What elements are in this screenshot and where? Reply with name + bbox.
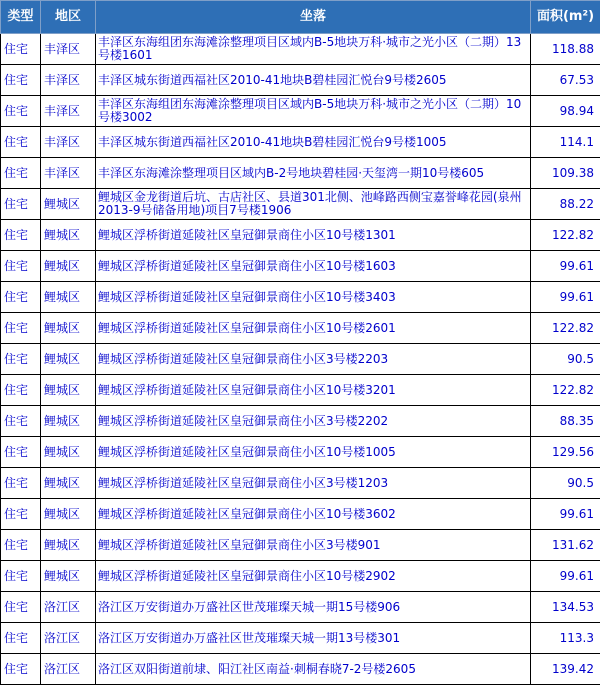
header-area: 地区: [41, 1, 96, 34]
cell-area: 鲤城区: [41, 313, 96, 344]
cell-size: 99.61: [531, 251, 600, 282]
cell-location: 鲤城区浮桥街道延陵社区皇冠御景商住小区3号楼2202: [96, 406, 531, 437]
cell-area: 鲤城区: [41, 344, 96, 375]
table-row: [1, 499, 600, 530]
table-row: [1, 375, 600, 406]
cell-size: 118.88: [531, 34, 600, 65]
table-row: [1, 530, 600, 561]
cell-size: 98.94: [531, 96, 600, 127]
table-row: [1, 282, 600, 313]
cell-type: 住宅: [1, 220, 41, 251]
cell-location: 洛江区万安街道办万盛社区世茂璀璨天城一期13号楼301: [96, 623, 531, 654]
cell-type: 住宅: [1, 437, 41, 468]
cell-type: 住宅: [1, 406, 41, 437]
table-row: [1, 592, 600, 623]
cell-area: 鲤城区: [41, 189, 96, 220]
cell-location: 鲤城区金龙街道后坑、古店社区、县道301北侧、池峰路西侧宝嘉誉峰花园(泉州2013-9号储备用地)项目7号楼1906: [96, 189, 531, 220]
cell-area: 丰泽区: [41, 34, 96, 65]
header-size: 面积(m²): [531, 1, 600, 34]
cell-location: 洛江区双阳街道前埭、阳江社区南益·刺桐春晓7-2号楼2605: [96, 654, 531, 685]
cell-type: 住宅: [1, 313, 41, 344]
cell-area: 鲤城区: [41, 406, 96, 437]
cell-size: 139.42: [531, 654, 600, 685]
cell-type: 住宅: [1, 344, 41, 375]
cell-location: 鲤城区浮桥街道延陵社区皇冠御景商住小区3号楼901: [96, 530, 531, 561]
cell-area: 洛江区: [41, 654, 96, 685]
cell-area: 鲤城区: [41, 468, 96, 499]
cell-size: 90.5: [531, 344, 600, 375]
cell-location: 洛江区万安街道办万盛社区世茂璀璨天城一期15号楼906: [96, 592, 531, 623]
cell-size: 88.35: [531, 406, 600, 437]
table-body: [1, 34, 600, 685]
cell-location: 鲤城区浮桥街道延陵社区皇冠御景商住小区3号楼1203: [96, 468, 531, 499]
table-row: [1, 251, 600, 282]
cell-location: 丰泽区东海组团东海滩涂整理项目区域内B-5地块万科·城市之光小区（二期）10号楼3002: [96, 96, 531, 127]
cell-location: 鲤城区浮桥街道延陵社区皇冠御景商住小区10号楼3602: [96, 499, 531, 530]
cell-size: 122.82: [531, 220, 600, 251]
cell-type: 住宅: [1, 468, 41, 499]
cell-area: 鲤城区: [41, 437, 96, 468]
cell-type: 住宅: [1, 282, 41, 313]
cell-type: 住宅: [1, 96, 41, 127]
table-row: [1, 96, 600, 127]
cell-size: 99.61: [531, 561, 600, 592]
table-row: [1, 623, 600, 654]
cell-size: 109.38: [531, 158, 600, 189]
cell-type: 住宅: [1, 530, 41, 561]
cell-type: 住宅: [1, 561, 41, 592]
cell-size: 67.53: [531, 65, 600, 96]
cell-area: 鲤城区: [41, 251, 96, 282]
table-row: [1, 127, 600, 158]
cell-size: 122.82: [531, 375, 600, 406]
table-row: [1, 437, 600, 468]
cell-type: 住宅: [1, 158, 41, 189]
cell-size: 88.22: [531, 189, 600, 220]
cell-location: 鲤城区浮桥街道延陵社区皇冠御景商住小区10号楼3403: [96, 282, 531, 313]
table-row: [1, 65, 600, 96]
table-row: [1, 344, 600, 375]
table-row: [1, 158, 600, 189]
cell-size: 114.1: [531, 127, 600, 158]
cell-area: 丰泽区: [41, 96, 96, 127]
table-row: [1, 220, 600, 251]
cell-location: 鲤城区浮桥街道延陵社区皇冠御景商住小区10号楼2601: [96, 313, 531, 344]
cell-type: 住宅: [1, 623, 41, 654]
cell-location: 鲤城区浮桥街道延陵社区皇冠御景商住小区3号楼2203: [96, 344, 531, 375]
cell-area: 洛江区: [41, 592, 96, 623]
cell-area: 丰泽区: [41, 127, 96, 158]
cell-size: 129.56: [531, 437, 600, 468]
header-type: 类型: [1, 1, 41, 34]
cell-type: 住宅: [1, 189, 41, 220]
cell-type: 住宅: [1, 127, 41, 158]
table-row: [1, 313, 600, 344]
cell-location: 丰泽区城东街道西福社区2010-41地块B碧桂园汇悦台9号楼1005: [96, 127, 531, 158]
cell-type: 住宅: [1, 34, 41, 65]
cell-size: 113.3: [531, 623, 600, 654]
cell-type: 住宅: [1, 592, 41, 623]
cell-size: 134.53: [531, 592, 600, 623]
table-row: [1, 654, 600, 685]
cell-location: 丰泽区东海滩涂整理项目区域内B-2号地块碧桂园·天玺湾一期10号楼605: [96, 158, 531, 189]
cell-area: 丰泽区: [41, 158, 96, 189]
cell-location: 鲤城区浮桥街道延陵社区皇冠御景商住小区10号楼1005: [96, 437, 531, 468]
cell-location: 丰泽区城东街道西福社区2010-41地块B碧桂园汇悦台9号楼2605: [96, 65, 531, 96]
cell-area: 鲤城区: [41, 220, 96, 251]
table-row: [1, 406, 600, 437]
cell-area: 鲤城区: [41, 282, 96, 313]
cell-type: 住宅: [1, 251, 41, 282]
cell-type: 住宅: [1, 65, 41, 96]
table-row: [1, 34, 600, 65]
cell-area: 鲤城区: [41, 561, 96, 592]
cell-type: 住宅: [1, 375, 41, 406]
cell-location: 鲤城区浮桥街道延陵社区皇冠御景商住小区10号楼2902: [96, 561, 531, 592]
table-row: [1, 561, 600, 592]
cell-area: 丰泽区: [41, 65, 96, 96]
cell-size: 122.82: [531, 313, 600, 344]
table-header-row: [1, 1, 600, 34]
cell-area: 鲤城区: [41, 499, 96, 530]
cell-location: 鲤城区浮桥街道延陵社区皇冠御景商住小区10号楼1301: [96, 220, 531, 251]
cell-type: 住宅: [1, 654, 41, 685]
table-row: [1, 189, 600, 220]
cell-location: 鲤城区浮桥街道延陵社区皇冠御景商住小区10号楼3201: [96, 375, 531, 406]
cell-area: 鲤城区: [41, 375, 96, 406]
cell-type: 住宅: [1, 499, 41, 530]
cell-area: 洛江区: [41, 623, 96, 654]
header-location: 坐落: [96, 1, 531, 34]
cell-size: 99.61: [531, 282, 600, 313]
table-row: [1, 468, 600, 499]
cell-location: 丰泽区东海组团东海滩涂整理项目区域内B-5地块万科·城市之光小区（二期）13号楼1601: [96, 34, 531, 65]
cell-location: 鲤城区浮桥街道延陵社区皇冠御景商住小区10号楼1603: [96, 251, 531, 282]
cell-size: 90.5: [531, 468, 600, 499]
cell-size: 131.62: [531, 530, 600, 561]
cell-size: 99.61: [531, 499, 600, 530]
cell-area: 鲤城区: [41, 530, 96, 561]
